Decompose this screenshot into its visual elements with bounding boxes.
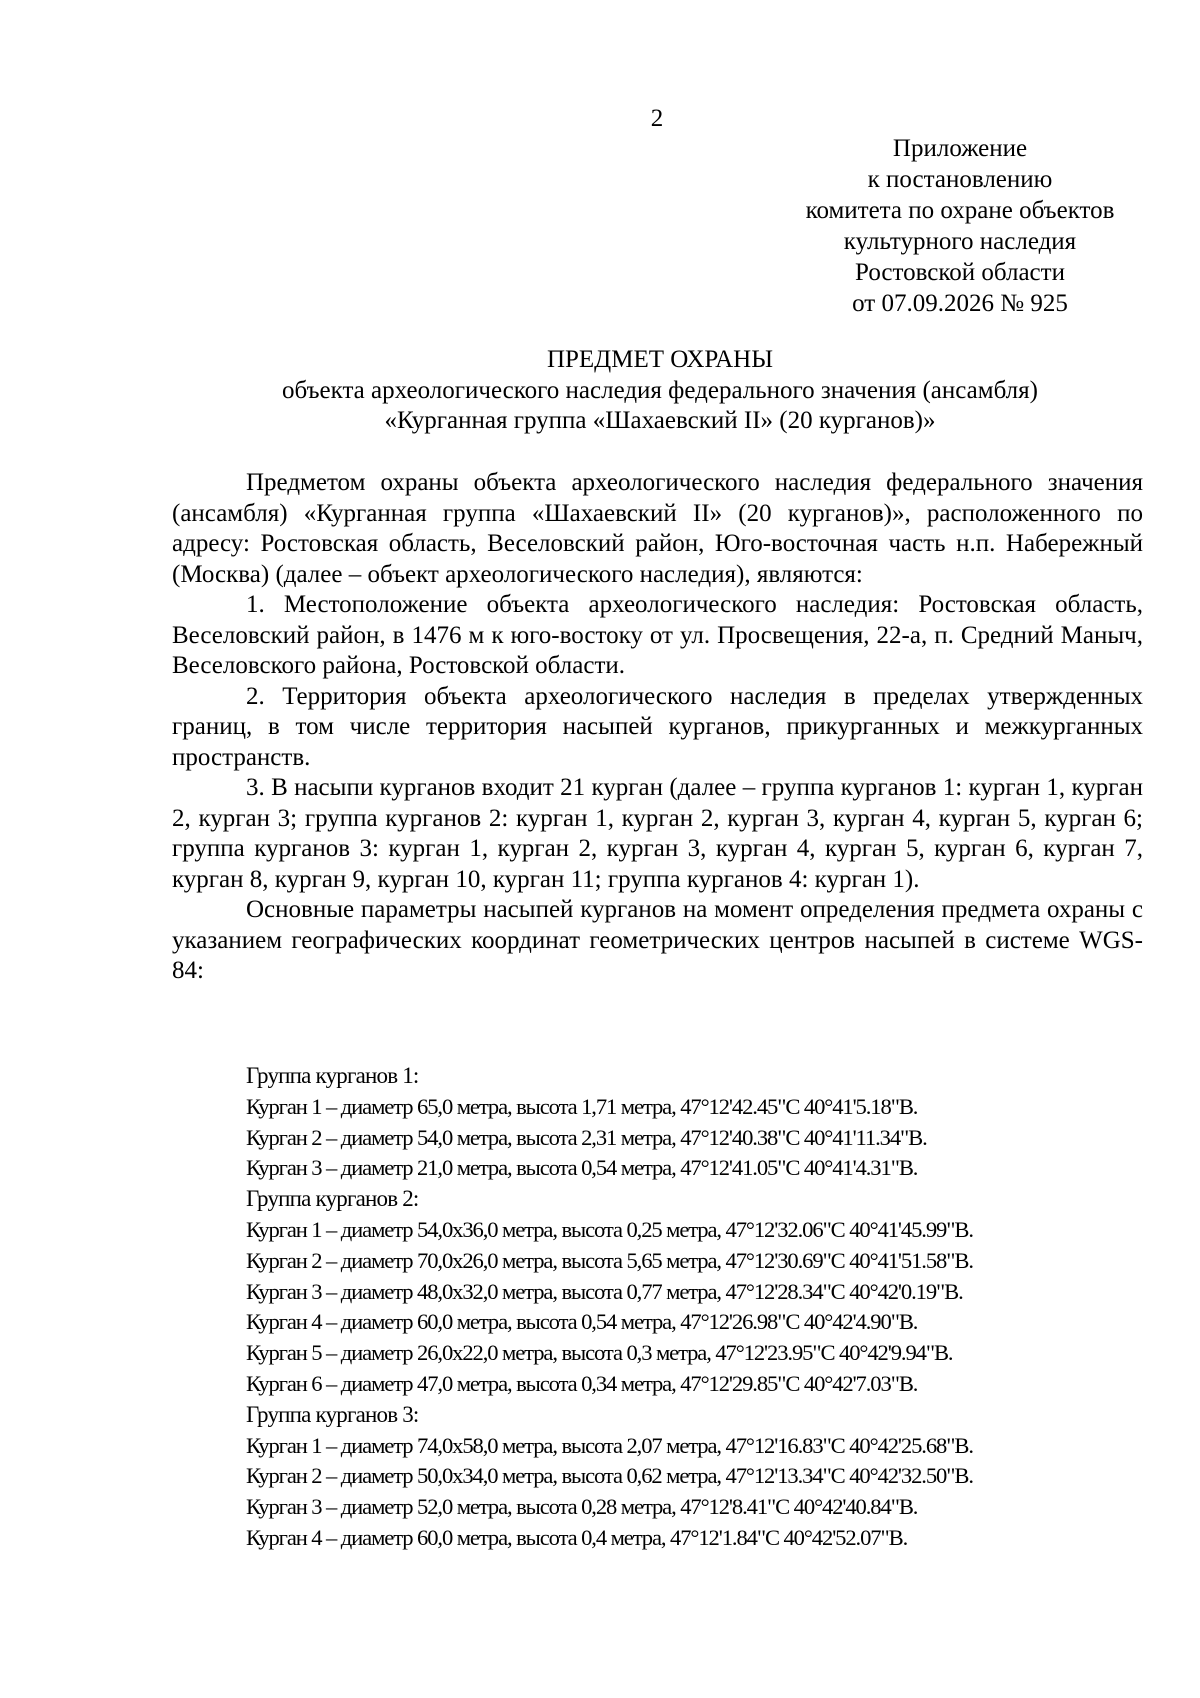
mound-item: Курган 5 – диаметр 26,0х22,0 метра, высота 0,3 метра, 47°12'23.95"С 40°42'9.94"В. <box>246 1340 953 1366</box>
mound-group-heading: Группа курганов 1: <box>246 1063 419 1088</box>
title-object-name: «Курганная группа «Шахаевский II» (20 курганов)» <box>384 407 936 434</box>
annex-line: культурного наследия <box>843 228 1077 255</box>
annex-line: к постановлению <box>867 166 1053 193</box>
mound-item: Курган 6 – диаметр 47,0 метра, высота 0,34 метра, 47°12'29.85"С 40°42'7.03"В. <box>246 1370 918 1396</box>
mound-item: Курган 4 – диаметр 60,0 метра, высота 0,54 метра, 47°12'26.98"С 40°42'4.90"В. <box>246 1309 918 1335</box>
paragraph: Предметом охраны объекта археологического наследия федерального значения (ансамбля) «Курганная группа «Шахаевский II» (20 курганов)», расположенного по адресу: Ростовская область, Веселовский район, Юго-восточная часть н.п. Набережный (Москва) (далее – объект археологического наследия), являются: <box>172 469 1143 588</box>
mound-item: Курган 1 – диаметр 54,0х36,0 метра, высота 0,25 метра, 47°12'32.06"С 40°41'45.99"В. <box>246 1216 973 1242</box>
paragraph: 1. Местоположение объекта археологического наследия: Ростовская область, Веселовский район, в 1476 м к юго-востоку от ул. Просвещения, 22-а, п. Средний Маныч, Веселовского района, Ростовской области. <box>172 591 1143 679</box>
annex-line: комитета по охране объектов <box>805 197 1115 224</box>
annex-block <box>760 133 1160 319</box>
body-text <box>172 468 1143 987</box>
mound-item: Курган 3 – диаметр 52,0 метра, высота 0,28 метра, 47°12'8.41"С 40°42'40.84"В. <box>246 1494 918 1520</box>
mound-item: Курган 1 – диаметр 74,0х58,0 метра, высота 2,07 метра, 47°12'16.83"С 40°42'25.68"В. <box>246 1432 973 1458</box>
mound-item: Курган 4 – диаметр 60,0 метра, высота 0,4 метра, 47°12'1.84"С 40°42'52.07"В. <box>246 1524 908 1550</box>
paragraph: Основные параметры насыпей курганов на момент определения предмета охраны с указанием географических координат геометрических центров насыпей в системе WGS-84: <box>172 896 1143 984</box>
mound-item: Курган 1 – диаметр 65,0 метра, высота 1,71 метра, 47°12'42.45"С 40°41'5.18"В. <box>246 1093 918 1119</box>
title-heading: ПРЕДМЕТ ОХРАНЫ <box>546 346 774 373</box>
document-title <box>150 345 1170 437</box>
title-subtitle: объекта археологического наследия федерального значения (ансамбля) <box>282 376 1038 404</box>
mound-item: Курган 2 – диаметр 70,0х26,0 метра, высота 5,65 метра, 47°12'30.69"С 40°41'51.58"В. <box>246 1247 973 1273</box>
mound-item: Курган 3 – диаметр 21,0 метра, высота 0,54 метра, 47°12'41.05"С 40°41'4.31"В. <box>246 1155 918 1181</box>
mound-item: Курган 3 – диаметр 48,0х32,0 метра, высота 0,77 метра, 47°12'28.34"С 40°42'0.19"В. <box>246 1278 963 1304</box>
paragraph: 2. Территория объекта археологического наследия в пределах утвержденных границ, в том числе территория насыпей курганов, прикурганных и межкурганных пространств. <box>172 682 1143 771</box>
annex-line: Приложение <box>892 135 1028 162</box>
annex-line: от 07.09.2026 № 925 <box>852 290 1068 317</box>
mounds-list <box>246 1061 1166 1554</box>
page-number: 2 <box>650 105 664 132</box>
mound-item: Курган 2 – диаметр 50,0х34,0 метра, высота 0,62 метра, 47°12'13.34"С 40°42'32.50"В. <box>246 1463 973 1489</box>
paragraph: 3. В насыпи курганов входит 21 курган (далее – группа курганов 1: курган 1, курган 2, курган 3; группа курганов 2: курган 1, курган 2, курган 3, курган 4, курган 5, курган 6; группа курганов 3: курган 1, курган 2, курган 3, курган 4, курган 5, курган 6, курган 7, курган 8, курган 9, курган 10, курган 11; группа курганов 4: курган 1). <box>172 774 1143 893</box>
mound-group-heading: Группа курганов 3: <box>246 1401 419 1427</box>
mound-item: Курган 2 – диаметр 54,0 метра, высота 2,31 метра, 47°12'40.38"С 40°41'11.34"В. <box>246 1124 927 1150</box>
annex-line: Ростовской области <box>855 259 1065 286</box>
mound-group-heading: Группа курганов 2: <box>246 1186 419 1212</box>
